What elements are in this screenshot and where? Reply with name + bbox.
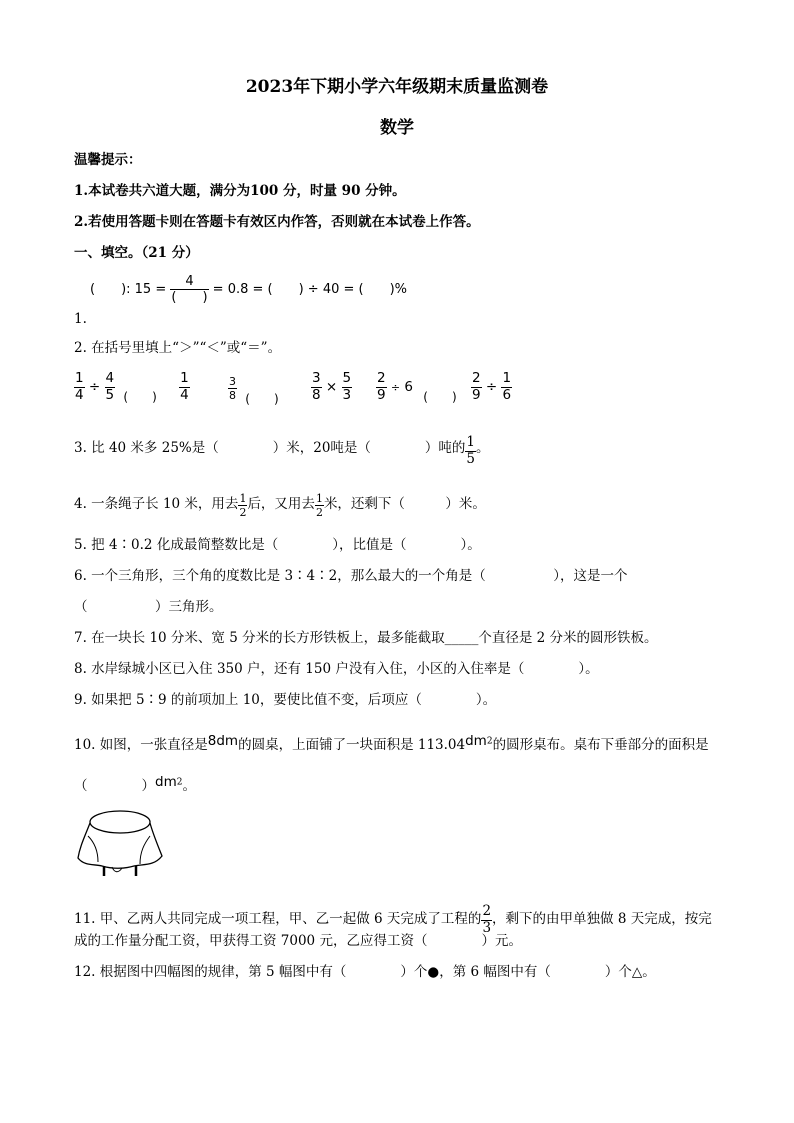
frac-den: 8 — [312, 386, 321, 403]
operator: ÷ — [485, 379, 498, 395]
q2-compare-1 — [74, 372, 190, 406]
q10-line-1 — [74, 732, 709, 754]
fraction — [342, 372, 353, 402]
tablecloth-drape — [78, 823, 162, 868]
number: 6 — [404, 379, 413, 395]
frac-den: 6 — [502, 386, 512, 403]
superscript: 2 — [176, 777, 183, 788]
frac-num: 1 — [466, 434, 476, 450]
drape-fold — [88, 836, 98, 862]
unit: dm — [155, 774, 177, 790]
fraction — [376, 372, 387, 402]
q3-part2: 。 — [476, 440, 490, 456]
frac-num: 2 — [482, 903, 492, 919]
frac-num: 5 — [342, 370, 352, 386]
drape-fold — [140, 836, 150, 864]
notice-item-1: 1.本试卷共六道大题，满分为100 分，时量 90 分钟。 — [74, 183, 406, 199]
frac-den: 2 — [239, 506, 247, 519]
unit: dm — [465, 733, 487, 749]
q4-part3: 米，还剩下（ ）米。 — [323, 496, 486, 512]
frac-den: 5 — [105, 386, 115, 403]
frac-den: 8 — [229, 389, 236, 402]
q1-number: 1. — [74, 311, 87, 327]
subject-title: 数学 — [380, 118, 414, 138]
operator: ÷ — [88, 379, 101, 395]
frac-num: 1 — [315, 492, 323, 505]
q6-line-2: （ ）三角形。 — [74, 599, 223, 615]
fraction — [501, 372, 512, 402]
q2-compare-2-right — [311, 372, 352, 402]
punctuation: 。 — [182, 778, 196, 794]
q2-compare-3 — [376, 372, 512, 406]
q10-part1: 10. 如图，一张直径是 — [74, 737, 208, 753]
answer-blank: ( ) — [423, 390, 457, 404]
fraction — [311, 372, 322, 402]
q10-part2: 的圆桌，上面铺了一块面积是 113.04 — [238, 737, 466, 753]
frac-den: 4 — [180, 386, 189, 403]
frac-den: 9 — [471, 386, 481, 403]
notice-item-2: 2.若使用答题卡则在答题卡有效区内作答，否则就在本试卷上作答。 — [74, 214, 480, 230]
q4-text — [74, 493, 486, 518]
q12-text: 12. 根据图中四幅图的规律，第 5 幅图中有（ ）个●，第 6 幅图中有（ ）个△。 — [74, 964, 656, 980]
superscript: 2 — [486, 736, 493, 747]
frac-den: 4 — [75, 386, 84, 403]
operator: ÷ — [390, 381, 401, 394]
q9-text: 9. 如果把 5∶9 的前项加上 10，要使比值不变，后项应（ ）。 — [74, 692, 497, 708]
frac-den: 5 — [466, 450, 476, 467]
fraction — [471, 372, 482, 402]
q7-text: 7. 在一块长 10 分米、宽 5 分米的长方形铁板上，最多能截取_____个直径是 2 分米的圆形铁板。 — [74, 630, 658, 646]
fraction — [105, 372, 116, 402]
q6-line-1: 6. 一个三角形，三个角的度数比是 3∶4∶2，那么最大的一个角是（ ），这是一个 — [74, 568, 628, 584]
q1-part2: = 0.8 = ( ) ÷ 40 = ( )% — [212, 282, 408, 297]
fraction — [179, 372, 190, 402]
q5-text: 5. 把 4∶0.2 化成最简整数比是（ ），比值是（ ）。 — [74, 537, 481, 553]
frac-den: 2 — [315, 506, 323, 519]
frac-num: 3 — [229, 375, 236, 388]
frac-num: 2 — [471, 370, 481, 386]
round-table-illustration — [72, 806, 168, 878]
operator: × — [325, 379, 338, 395]
frac-num: 1 — [180, 370, 189, 386]
q4-part1: 4. 一条绳子长 10 米，用去 — [74, 496, 239, 512]
q1-frac-num: 4 — [185, 274, 194, 289]
q11-part1: 11. 甲、乙两人共同完成一项工程，甲、乙一起做 6 天完成了工程的 — [74, 911, 482, 927]
q1-frac-den: ( ) — [171, 290, 208, 305]
frac-den: 3 — [342, 386, 352, 403]
frac-num: 1 — [239, 492, 247, 505]
q10-diameter: 8dm — [207, 733, 239, 749]
frac-num: 2 — [377, 370, 386, 386]
frac-num: 3 — [312, 370, 321, 386]
page-title: 2023年下期小学六年级期末质量监测卷 — [245, 77, 549, 97]
q3-text — [74, 436, 490, 466]
q11-part2: ，剩下的由甲单独做 8 天完成，按完 — [492, 911, 712, 927]
q8-text: 8. 水岸绿城小区已入住 350 户，还有 150 户没有入住，小区的入住率是（ ）。 — [74, 661, 599, 677]
q11-line-1 — [74, 905, 712, 935]
fraction — [481, 905, 492, 935]
frac-den: 9 — [377, 386, 386, 403]
table-top — [90, 811, 150, 833]
q1-fraction — [170, 275, 208, 304]
q2-compare-2 — [228, 376, 279, 408]
q4-part2: 后，又用去 — [247, 496, 315, 512]
answer-blank: （ ） — [74, 778, 155, 794]
q10-line-2 — [74, 773, 196, 795]
fraction — [315, 493, 324, 518]
q1-equation — [90, 275, 407, 304]
fraction — [465, 436, 476, 466]
q1-part1: ( ): 15 = — [90, 282, 167, 297]
fraction — [228, 376, 237, 401]
q10-part3: 的圆形桌布。桌布下垂部分的面积是 — [492, 737, 709, 753]
answer-blank: ( ) — [123, 390, 157, 404]
answer-blank: ( ) — [245, 391, 279, 406]
frac-den: 3 — [482, 919, 492, 936]
frac-num: 1 — [502, 370, 512, 386]
q3-part1: 3. 比 40 米多 25%是（ ）米，20吨是（ ）吨的 — [74, 440, 466, 456]
fraction — [74, 372, 85, 402]
notice-heading: 温馨提示： — [74, 152, 142, 168]
frac-num: 1 — [75, 370, 84, 386]
q2-text: 2. 在括号里填上“＞”“＜”或“＝”。 — [74, 340, 282, 356]
section-1-heading: 一、填空。（21 分） — [74, 245, 199, 261]
q11-line-2: 成的工作量分配工资，甲获得工资 7000 元，乙应得工资（ ）元。 — [74, 933, 522, 949]
frac-num: 4 — [105, 370, 115, 386]
